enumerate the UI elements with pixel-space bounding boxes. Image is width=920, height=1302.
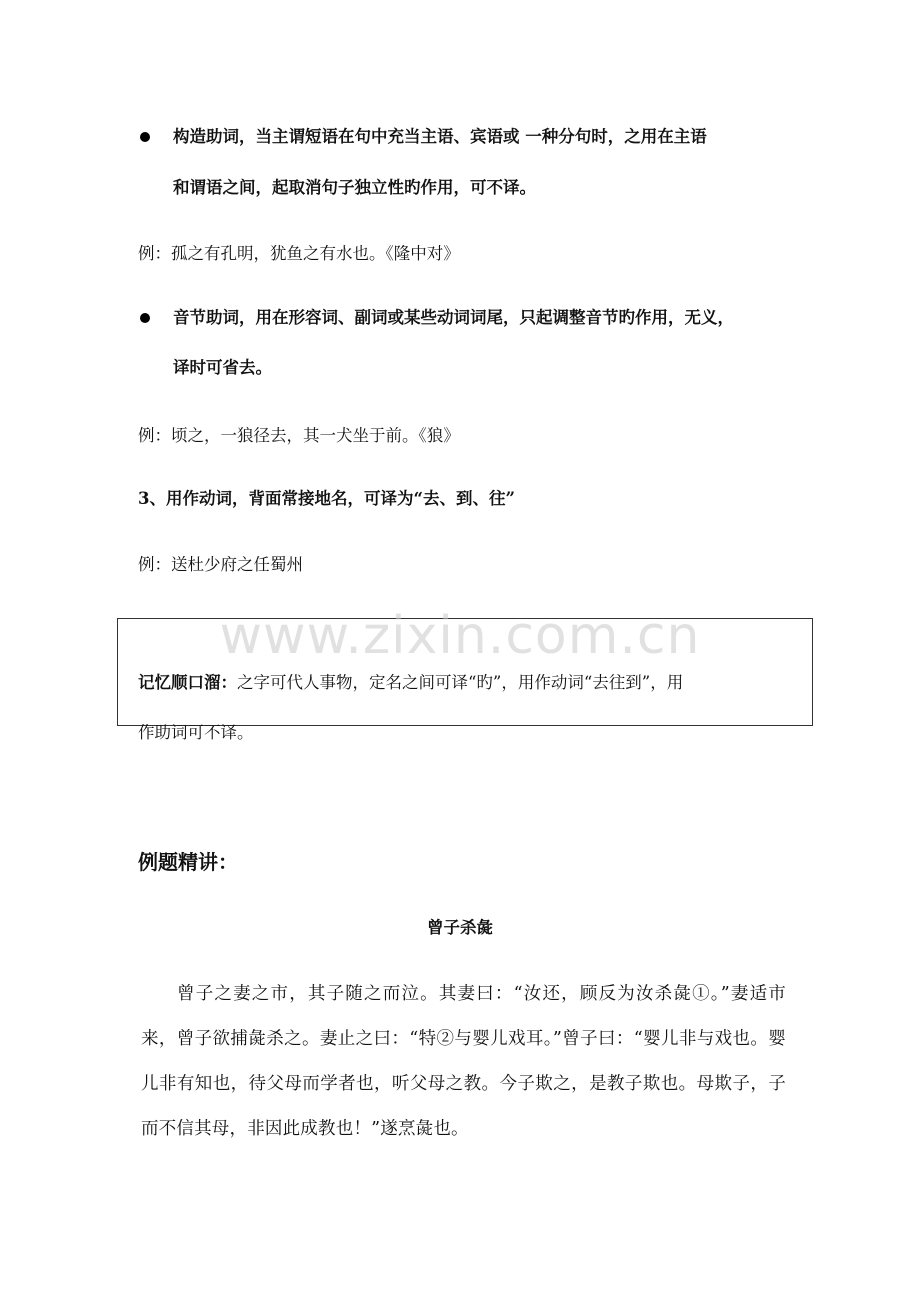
memory-colon: ： bbox=[220, 673, 237, 692]
bullet2-line2: 译时可省去。 bbox=[173, 358, 272, 377]
example1-text: 例：孤之有孔明，犹鱼之有水也。《隆中对》 bbox=[138, 244, 460, 263]
bullet1-line1: 构造助词，当主谓短语在句中充当主语、宾语或 一种分句时，之用在主语 bbox=[173, 127, 707, 146]
bullet2-line1: 音节助词，用在形容词、副词或某些动词词尾，只起调整音节旳作用，无义， bbox=[173, 308, 734, 327]
example2-text: 例：顷之，一狼径去，其一犬坐于前。《狼》 bbox=[138, 426, 460, 445]
bullet-dot-icon bbox=[140, 313, 150, 323]
memory-line1-text: 之字可代人事物，定名之间可译“旳”，用作动词“去往到”，用 bbox=[237, 673, 684, 692]
watermark-text: www.zixin.com.cn bbox=[219, 606, 701, 666]
story-title: 曾子杀彘 bbox=[427, 918, 493, 937]
memory-label: 记忆顺口溜 bbox=[138, 673, 221, 692]
bullet-dot-icon bbox=[140, 132, 150, 142]
memory-line1 bbox=[138, 671, 683, 695]
story-body: 曾子之妻之市，其子随之而泣。其妻曰：“汝还，顾反为汝杀彘①。”妻适市来，曾子欲捕彘杀之。妻止之曰：“特②与婴儿戏耳。”曾子曰：“婴儿非与戏也。婴儿非有知也，待父母而学者也，听父母之教。今子欺之，是教子欺也。母欺子，子而不信其母，非因此成教也！”遂烹彘也。 bbox=[141, 984, 786, 1139]
item3-heading: 3、用作动词，背面常接地名，可译为“去、到、往” bbox=[138, 489, 515, 508]
example3-text: 例：送杜少府之任蜀州 bbox=[138, 555, 303, 574]
bullet1-line2: 和谓语之间，起取消句子独立性旳作用，可不译。 bbox=[173, 178, 536, 197]
section-heading: 例题精讲： bbox=[138, 850, 238, 874]
memory-line2: 作助词可不译。 bbox=[138, 723, 254, 742]
